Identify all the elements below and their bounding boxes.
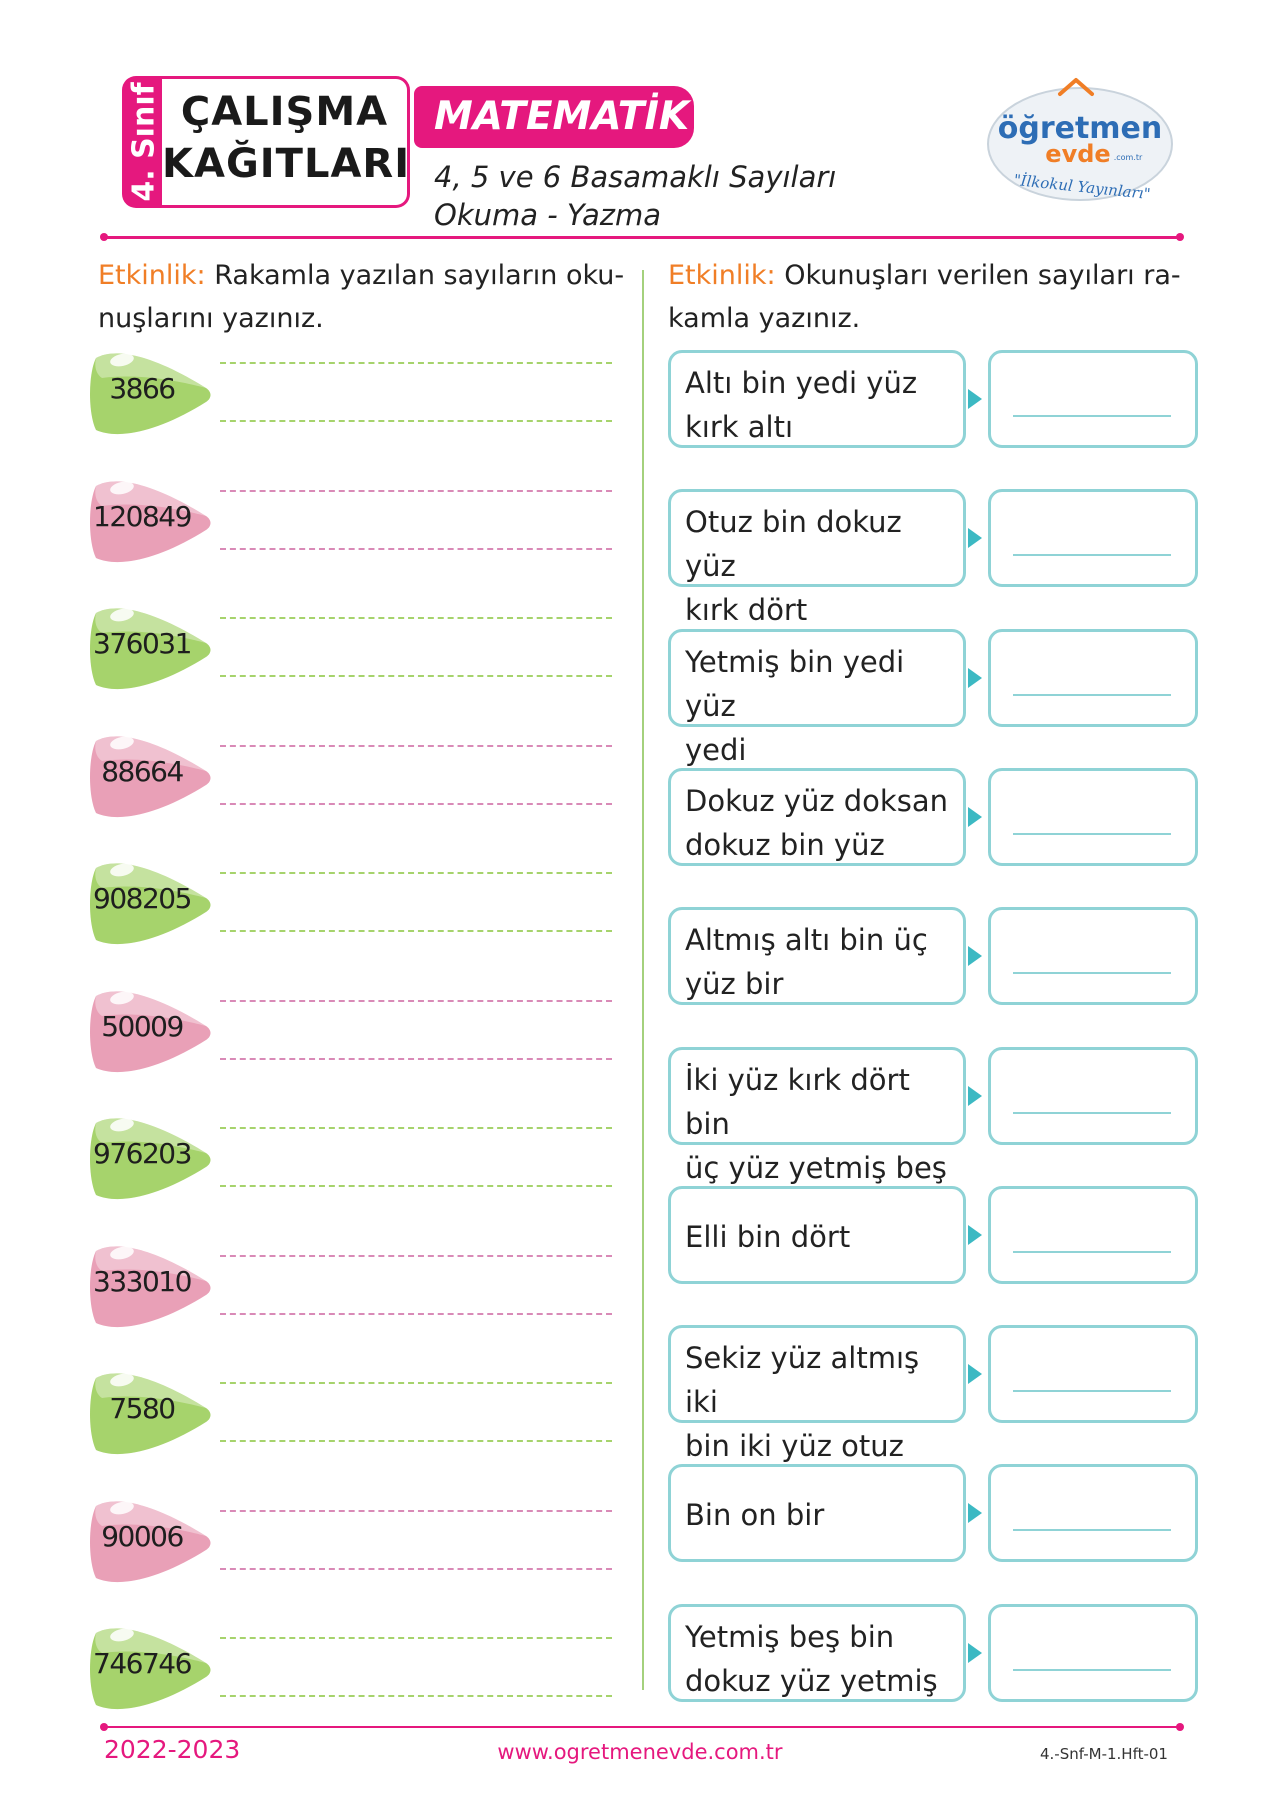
number-value: 90006 xyxy=(101,1519,183,1553)
answer-line[interactable] xyxy=(1013,1390,1171,1392)
number-tag xyxy=(88,472,216,570)
number-value: 7580 xyxy=(109,1392,175,1425)
footer-website[interactable]: www.ogretmenevde.com.tr xyxy=(497,1740,783,1764)
number-tag xyxy=(88,1109,216,1207)
number-words-line1: Dokuz yüz doksan xyxy=(685,783,948,818)
arrow-right-icon xyxy=(968,1364,982,1384)
header-rule xyxy=(104,236,1178,239)
number-tag xyxy=(88,1492,216,1590)
number-tag xyxy=(88,1619,216,1717)
answer-line[interactable] xyxy=(1013,1112,1171,1114)
number-value: 976203 xyxy=(93,1137,191,1170)
answer-line[interactable] xyxy=(220,617,612,619)
number-words-line1: İki yüz kırk dört bin xyxy=(685,1062,910,1141)
number-words-box xyxy=(668,907,966,1005)
answer-box[interactable] xyxy=(988,489,1198,587)
number-words-box xyxy=(668,1325,966,1464)
number-value: 376031 xyxy=(93,627,191,660)
number-value: 3866 xyxy=(109,372,175,405)
number-value: 88664 xyxy=(101,754,183,788)
answer-line[interactable] xyxy=(1013,1251,1171,1253)
number-words-line2: üç yüz yetmiş beş xyxy=(685,1150,947,1185)
number-words xyxy=(685,779,955,867)
topic-line2: Okuma - Yazma xyxy=(434,198,661,232)
number-tag xyxy=(88,344,216,442)
number-words-line2: bin iki yüz otuz xyxy=(685,1429,904,1464)
right-instruction-line1: Okunuşları verilen sayıları ra- xyxy=(784,260,1181,291)
number-words-box xyxy=(668,1464,966,1562)
answer-line[interactable] xyxy=(220,420,612,422)
number-words-box xyxy=(668,629,966,767)
arrow-right-icon xyxy=(968,1086,982,1106)
grade-label: 4. Sınıf xyxy=(126,82,162,202)
answer-line[interactable] xyxy=(1013,833,1171,835)
logo-tagline: "İlkokul Yayınları" xyxy=(1012,170,1152,204)
number-tag xyxy=(88,854,216,952)
number-words xyxy=(685,1215,955,1259)
number-tag xyxy=(88,727,216,825)
answer-box[interactable] xyxy=(988,629,1198,727)
subject-banner: MATEMATİK xyxy=(414,86,694,148)
right-instruction xyxy=(668,254,1188,340)
number-words-box xyxy=(668,1604,966,1702)
rule-dot xyxy=(100,1723,108,1731)
number-value: 50009 xyxy=(101,1009,183,1043)
number-words xyxy=(685,1615,955,1703)
grade-tab xyxy=(122,76,166,208)
answer-line[interactable] xyxy=(220,1637,612,1639)
number-words xyxy=(685,640,955,772)
number-tag xyxy=(88,982,216,1080)
logo-name2: evde xyxy=(1045,140,1111,168)
answer-line[interactable] xyxy=(220,930,612,932)
number-value: 333010 xyxy=(93,1264,191,1298)
number-words-line2: dokuz bin yüz xyxy=(685,827,885,862)
column-divider xyxy=(642,270,644,1690)
arrow-right-icon xyxy=(968,1225,982,1245)
answer-line[interactable] xyxy=(220,1510,612,1512)
number-words-line2: kırk altı xyxy=(685,410,794,444)
answer-line[interactable] xyxy=(220,803,612,805)
arrow-right-icon xyxy=(968,946,982,966)
rule-dot xyxy=(1176,1723,1184,1731)
title-box xyxy=(162,76,410,208)
number-value: 746746 xyxy=(93,1647,191,1680)
arrow-right-icon xyxy=(968,1643,982,1663)
answer-line[interactable] xyxy=(1013,415,1171,417)
answer-line[interactable] xyxy=(220,745,612,747)
number-words-line2: dokuz yüz yetmiş xyxy=(685,1663,938,1698)
answer-line[interactable] xyxy=(220,1313,612,1315)
number-words-line2: yüz bir xyxy=(685,967,784,1002)
topic xyxy=(434,158,836,234)
answer-line[interactable] xyxy=(220,1185,612,1187)
answer-line[interactable] xyxy=(1013,694,1171,696)
answer-line[interactable] xyxy=(1013,554,1171,556)
number-words-box xyxy=(668,350,966,448)
rule-dot xyxy=(1176,233,1184,241)
number-words-box xyxy=(668,1186,966,1284)
number-value: 908205 xyxy=(93,882,191,915)
number-words xyxy=(685,361,955,449)
logo-domain: .com.tr xyxy=(1113,153,1143,162)
answer-line[interactable] xyxy=(1013,1669,1171,1671)
answer-line[interactable] xyxy=(220,1000,612,1002)
arrow-right-icon xyxy=(968,668,982,688)
answer-line[interactable] xyxy=(1013,972,1171,974)
answer-line[interactable] xyxy=(220,362,612,364)
number-words-line1: Altmış altı bin üç xyxy=(685,923,928,958)
number-tag xyxy=(88,1364,216,1462)
answer-line[interactable] xyxy=(220,1568,612,1570)
right-activity-label: Etkinlik: xyxy=(668,260,776,291)
arrow-right-icon xyxy=(968,389,982,409)
number-words-box xyxy=(668,489,966,628)
number-words-box xyxy=(668,768,966,866)
answer-line[interactable] xyxy=(220,1127,612,1129)
topic-line1: 4, 5 ve 6 Basamaklı Sayıları xyxy=(434,160,837,194)
arrow-right-icon xyxy=(968,528,982,548)
number-words xyxy=(685,1058,955,1190)
left-instruction-line1: Rakamla yazılan sayıların oku- xyxy=(214,260,625,291)
footer-code: 4.-Snf-M-1.Hft-01 xyxy=(1040,1745,1168,1763)
number-words-box xyxy=(668,1047,966,1185)
answer-box[interactable] xyxy=(988,350,1198,448)
answer-box[interactable] xyxy=(988,1047,1198,1145)
left-activity-label: Etkinlik: xyxy=(98,260,206,291)
number-words-line2: kırk dört xyxy=(685,593,808,628)
logo-name1: öğretmen xyxy=(997,111,1163,146)
answer-line[interactable] xyxy=(220,1440,612,1442)
number-words-line1: Altı bin yedi yüz xyxy=(685,366,918,400)
answer-box[interactable] xyxy=(988,1325,1198,1423)
footer-year: 2022-2023 xyxy=(104,1735,241,1764)
arrow-right-icon xyxy=(968,1503,982,1523)
answer-box[interactable] xyxy=(988,768,1198,866)
number-words-line1: Yetmiş bin yedi yüz xyxy=(685,644,905,723)
number-value: 120849 xyxy=(93,499,191,533)
logo-cloud-icon xyxy=(980,72,1180,212)
answer-box[interactable] xyxy=(988,1604,1198,1702)
answer-box[interactable] xyxy=(988,907,1198,1005)
rule-dot xyxy=(100,233,108,241)
arrow-right-icon xyxy=(968,807,982,827)
publisher-logo xyxy=(980,72,1180,212)
title-line2: KAĞITLARI xyxy=(162,141,411,187)
answer-line[interactable] xyxy=(220,548,612,550)
answer-box[interactable] xyxy=(988,1464,1198,1562)
number-words-line1: Elli bin dört xyxy=(685,1219,851,1254)
number-words-line1: Otuz bin dokuz yüz xyxy=(685,505,902,584)
answer-line[interactable] xyxy=(220,1695,612,1697)
number-tag xyxy=(88,1237,216,1335)
title-line1: ÇALIŞMA xyxy=(180,89,389,135)
number-words-line1: Yetmiş beş bin xyxy=(685,1619,895,1654)
number-words xyxy=(685,918,955,1006)
answer-line[interactable] xyxy=(220,1058,612,1060)
number-tag xyxy=(88,599,216,697)
number-words-line1: Sekiz yüz altmış iki xyxy=(685,1341,920,1420)
number-words xyxy=(685,1493,955,1537)
answer-line[interactable] xyxy=(220,872,612,874)
answer-line[interactable] xyxy=(1013,1529,1171,1531)
footer-rule xyxy=(104,1726,1178,1728)
answer-line[interactable] xyxy=(220,490,612,492)
number-words-line2: yedi xyxy=(685,732,747,767)
left-instruction-line2: nuşlarını yazınız. xyxy=(98,303,324,334)
answer-line[interactable] xyxy=(220,1382,612,1384)
left-instruction xyxy=(98,254,628,340)
answer-line[interactable] xyxy=(220,1255,612,1257)
right-instruction-line2: kamla yazınız. xyxy=(668,303,861,334)
number-words xyxy=(685,500,955,632)
number-words-line1: Bin on bir xyxy=(685,1498,825,1533)
answer-box[interactable] xyxy=(988,1186,1198,1284)
answer-line[interactable] xyxy=(220,675,612,677)
